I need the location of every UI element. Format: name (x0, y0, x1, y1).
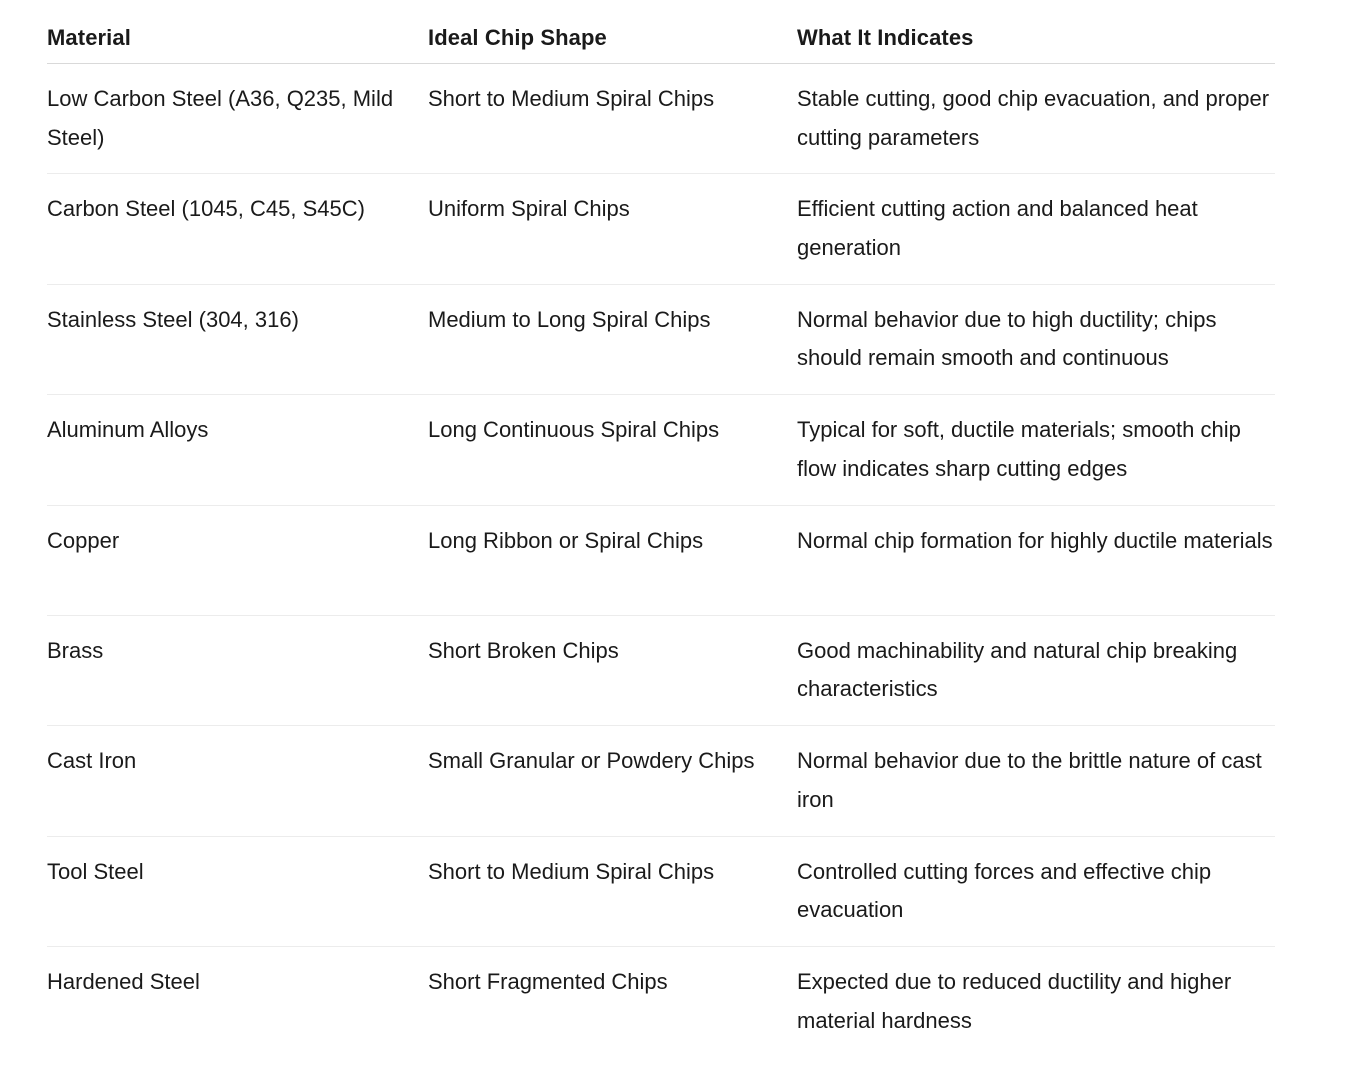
indication-cell: Efficient cutting action and balanced heat generation (797, 174, 1275, 284)
header-what-it-indicates (797, 0, 1275, 64)
table-row (47, 615, 1275, 725)
chip-shape-cell: Small Granular or Powdery Chips (428, 726, 797, 836)
header-ideal-chip-shape-label: Ideal Chip Shape (428, 24, 607, 50)
chip-shape-cell: Short to Medium Spiral Chips (428, 64, 797, 174)
chip-shape-cell: Short Fragmented Chips (428, 969, 668, 995)
indication-cell: Normal behavior due to high ductility; chips should remain smooth and continuous (797, 284, 1275, 394)
indication-cell: Controlled cutting forces and effective chip evacuation (797, 836, 1275, 946)
material-cell: Carbon Steel (1045, C45, S45C) (47, 174, 428, 284)
chip-shape-cell: Medium to Long Spiral Chips (428, 284, 797, 394)
material-cell: Cast Iron (47, 726, 428, 836)
header-ideal-chip-shape (428, 0, 797, 64)
table-row (47, 64, 1275, 174)
chip-shape-table-container (47, 0, 1275, 1057)
chip-shape-cell: Long Ribbon or Spiral Chips (428, 505, 797, 615)
header-material-label: Material (47, 24, 131, 50)
indication-cell: Good machinability and natural chip breaking characteristics (797, 615, 1275, 725)
table-body (47, 64, 1275, 1058)
chip-shape-cell: Short to Medium Spiral Chips (428, 836, 797, 946)
table-row (47, 395, 1275, 505)
table-row (47, 505, 1275, 615)
indication-cell: Normal chip formation for highly ductile materials (797, 505, 1275, 615)
table-row (47, 726, 1275, 836)
material-cell: Low Carbon Steel (A36, Q235, Mild Steel) (47, 64, 428, 174)
indication-cell: Typical for soft, ductile materials; smooth chip flow indicates sharp cutting edges (797, 395, 1275, 505)
chip-shape-cell: Long Continuous Spiral Chips (428, 395, 797, 505)
material-cell: Aluminum Alloys (47, 395, 428, 505)
material-cell: Copper (47, 505, 428, 615)
header-material (47, 0, 428, 64)
chip-shape-cell: Short Broken Chips (428, 615, 797, 725)
material-cell: Tool Steel (47, 836, 428, 946)
indication-cell: Stable cutting, good chip evacuation, and proper cutting parameters (797, 64, 1275, 174)
table-row (47, 174, 1275, 284)
table-row (47, 836, 1275, 946)
table-row (47, 284, 1275, 394)
chip-shape-cell: Uniform Spiral Chips (428, 174, 797, 284)
header-row (47, 0, 1275, 64)
table-row (47, 947, 1275, 1057)
material-cell: Hardened Steel (47, 969, 200, 995)
indication-cell: Normal behavior due to the brittle nature of cast iron (797, 726, 1275, 836)
indication-cell: Expected due to reduced ductility and higher material hardness (797, 969, 1232, 1033)
material-cell: Brass (47, 615, 428, 725)
chip-shape-table (47, 0, 1275, 1057)
table-header (47, 0, 1275, 64)
material-cell: Stainless Steel (304, 316) (47, 284, 428, 394)
header-what-it-indicates-label: What It Indicates (797, 24, 974, 50)
